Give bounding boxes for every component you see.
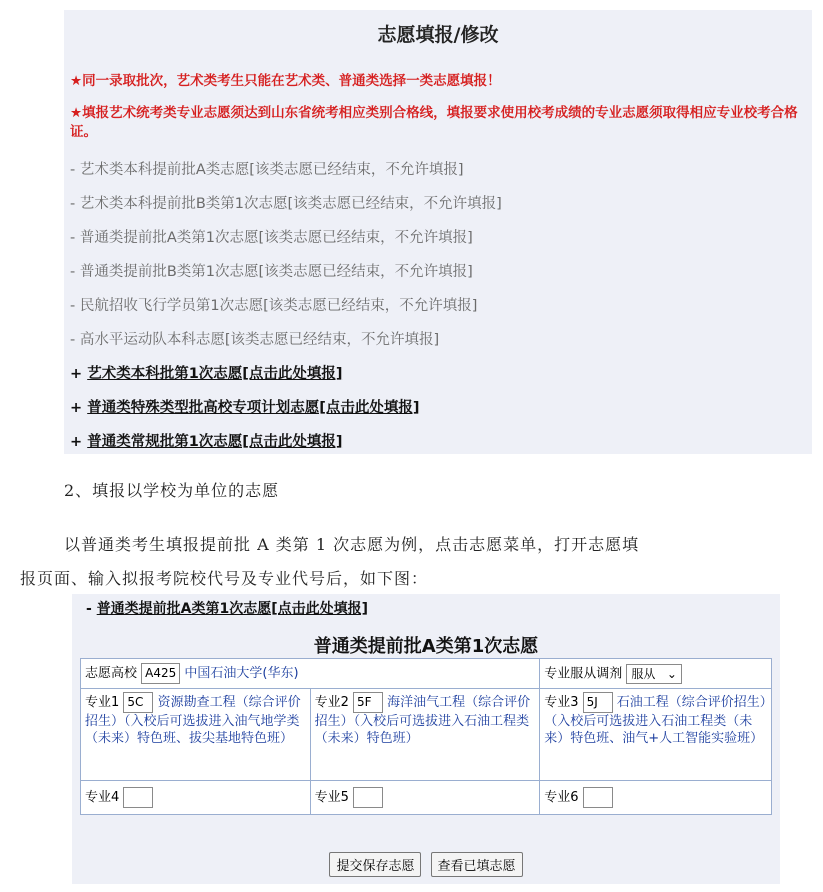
major-cell-3 [540,689,772,781]
major-label: 专业6 [544,790,579,805]
doc-heading: 2、填报以学校为单位的志愿 [64,481,280,500]
form-panel [72,594,780,884]
major-code-input[interactable] [123,787,153,808]
doc-paragraph-line2: 报页面、输入拟报考院校代号及专业代号后，如下图： [20,569,429,588]
major-label: 专业1 [85,695,120,710]
major-label: 专业5 [314,790,349,805]
school-name: 中国石油大学(华东) [184,666,299,681]
major-code-input[interactable]: 5F [353,692,383,713]
notice-two: ★填报艺术统考类专业志愿须达到山东省统考相应类别合格线，填报要求使用校考成绩的专业志愿须取得相应专业校考合格证。 [70,105,798,140]
closed-item: - 民航招收飞行学员第1次志愿[该类志愿已经结束，不允许填报] [70,298,478,314]
dash-prefix: - [86,601,97,617]
volunteer-form-table [80,658,772,815]
major-name: 海洋油气工程（综合评价招生）（入校后可选拔进入石油工程类（未来）特色班） [314,695,531,746]
notice-one: ★同一录取批次，艺术类考生只能在艺术类、普通类选择一类志愿填报！ [70,73,501,89]
open-item-special [70,396,419,417]
major-code-input[interactable] [583,787,613,808]
plus-prefix: + [70,366,88,382]
closed-item: - 高水平运动队本科志愿[该类志愿已经结束，不允许填报] [70,332,440,348]
major-cell-5 [310,781,540,815]
form-buttons [72,852,780,877]
batch-a-link[interactable]: 普通类提前批A类第1次志愿[点击此处填报] [96,601,369,617]
open-item-regular [70,430,343,451]
major-cell-1 [81,689,311,781]
open-item-art [70,362,343,383]
adjust-label: 专业服从调剂 [544,666,623,681]
major-code-input[interactable]: 5C [123,692,153,713]
plus-prefix: + [70,400,88,416]
adjust-select[interactable] [626,664,682,684]
school-label: 志愿高校 [85,666,138,681]
major-cell-2 [310,689,540,781]
adjust-cell [540,659,772,689]
major-label: 专业2 [314,695,349,710]
panel-title: 志愿填报/修改 [377,24,499,46]
major-cell-4 [81,781,311,815]
school-code-input[interactable]: A425 [141,663,180,684]
submit-save-button[interactable]: 提交保存志愿 [329,852,421,877]
special-plan-link[interactable]: 普通类特殊类型批高校专项计划志愿[点击此处填报] [87,400,420,416]
closed-item: - 艺术类本科提前批B类第1次志愿[该类志愿已经结束，不允许填报] [70,196,502,212]
plus-prefix: + [70,434,88,450]
adjust-value: 服从 [631,666,656,681]
doc-paragraph-line1: 以普通类考生填报提前批 A 类第 1 次志愿为例，点击志愿菜单，打开志愿填 [64,535,640,554]
major-label: 专业4 [85,790,120,805]
form-title: 普通类提前批A类第1次志愿 [313,636,539,657]
major-name: 石油工程（综合评价招生）（入校后可选拔进入石油工程类（未来）特色班、油气+人工智能实验班） [544,695,767,746]
view-filled-button[interactable]: 查看已填志愿 [431,852,523,877]
volunteer-panel [64,10,812,454]
chevron-down-icon: ⌄ [666,666,677,681]
regular-batch-link[interactable]: 普通类常规批第1次志愿[点击此处填报] [87,434,343,450]
closed-item: - 普通类提前批A类第1次志愿[该类志愿已经结束，不允许填报] [70,230,473,246]
closed-item: - 艺术类本科提前批A类志愿[该类志愿已经结束，不允许填报] [70,162,464,178]
major-label: 专业3 [544,695,579,710]
school-cell [81,659,540,689]
major-cell-6 [540,781,772,815]
major-code-input[interactable] [353,787,383,808]
form-sublink [86,598,368,618]
closed-item: - 普通类提前批B类第1次志愿[该类志愿已经结束，不允许填报] [70,264,473,280]
major-code-input[interactable]: 5J [583,692,613,713]
art-undergrad-link[interactable]: 艺术类本科批第1次志愿[点击此处填报] [87,366,343,382]
major-name: 资源勘查工程（综合评价招生）（入校后可选拔进入油气地学类（未来）特色班、拔尖基地特色班） [85,695,301,746]
